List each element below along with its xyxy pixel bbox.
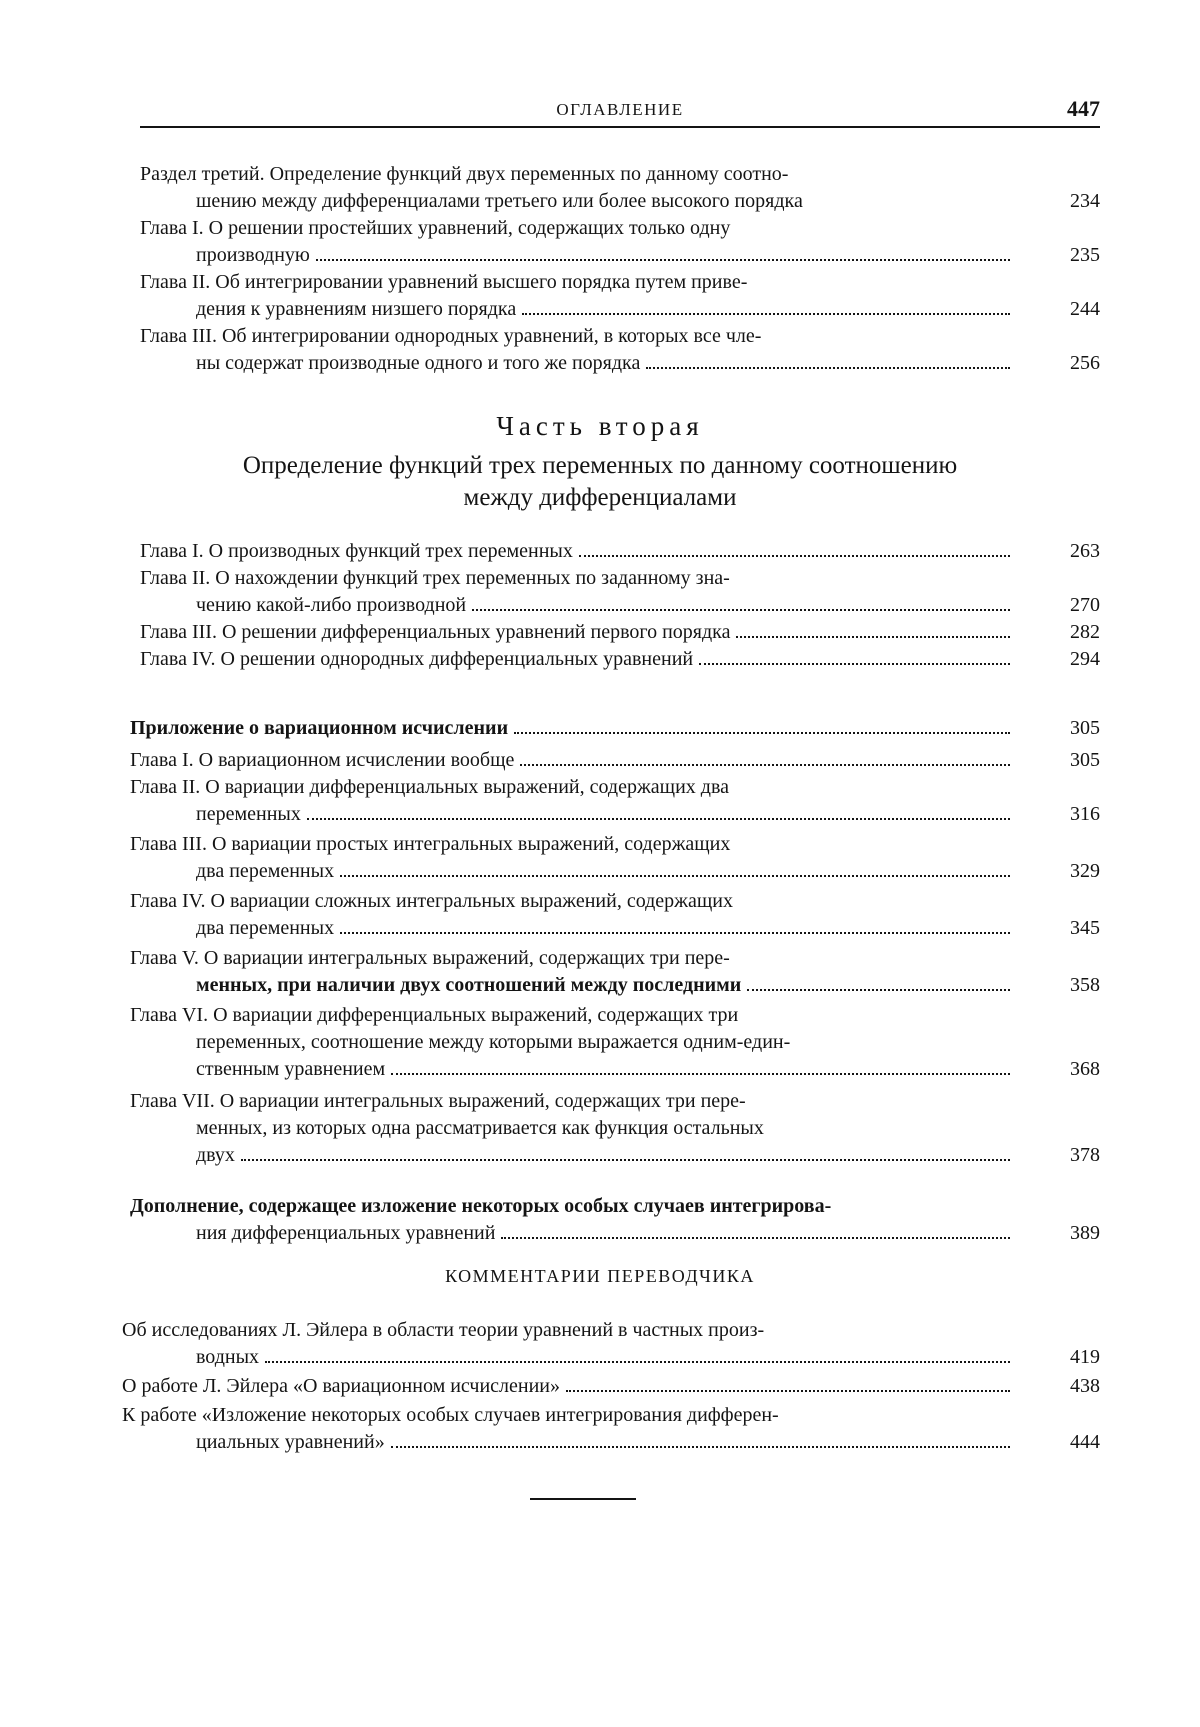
toc-entry-leader: [130, 746, 1016, 774]
toc-entry-line: [130, 1001, 1090, 1029]
toc-entry-leader: [122, 1372, 1016, 1400]
section-heading-line: [196, 187, 1016, 215]
toc-entry-text: Об исследованиях Л. Эйлера в области теории уравнений в частных произ-: [122, 1319, 764, 1341]
toc-entry-leader: [140, 645, 1016, 673]
dot-leader: [265, 1361, 1010, 1363]
toc-page-number: 263: [1040, 537, 1100, 565]
toc-entry-text: Глава II. О вариации дифференциальных выражений, содержащих два: [130, 776, 729, 798]
toc-entry-leader: [196, 971, 1016, 999]
toc-entry-text: Глава I. О решении простейших уравнений, содержащих только одну: [140, 217, 730, 239]
toc-entry-text: переменных, соотношение между которыми выражается одним-един-: [196, 1031, 790, 1053]
toc-entry-text: два переменных: [196, 857, 334, 885]
toc-entry-leader: [196, 295, 1016, 323]
dot-leader: [340, 875, 1010, 877]
toc-page-number: 358: [1040, 971, 1100, 999]
toc-entry-leader: [196, 800, 1016, 828]
dot-leader: [579, 555, 1010, 557]
supplement-text: ния дифференциальных уравнений: [196, 1219, 495, 1247]
toc-entry-line: [130, 887, 1090, 915]
toc-entry-text: менных, из которых одна рассматривается как функция остальных: [196, 1117, 764, 1139]
toc-entry-line: [130, 1087, 1090, 1115]
toc-entry-leader: [196, 857, 1016, 885]
toc-entry-line: [196, 1114, 1090, 1142]
toc-entry-text: Глава IV. О вариации сложных интегральных выражений, содержащих: [130, 890, 733, 912]
dot-leader: [316, 259, 1010, 261]
toc-entry-text: циальных уравнений»: [196, 1428, 385, 1456]
book-page: [0, 0, 1200, 1727]
toc-entry-text: Глава VII. О вариации интегральных выражений, содержащих три пере-: [130, 1090, 746, 1112]
toc-page-number: 305: [1040, 714, 1100, 742]
toc-entry-leader: [196, 241, 1016, 269]
toc-entry-leader: [196, 349, 1016, 377]
dot-leader: [472, 609, 1010, 611]
section-heading-text: Раздел третий. Определение функций двух переменных по данному соотно-: [140, 163, 788, 185]
toc-page-number: 444: [1040, 1428, 1100, 1456]
toc-entry-text: ны содержат производные одного и того же порядка: [196, 349, 640, 377]
dot-leader: [307, 818, 1010, 820]
toc-entry-leader: [196, 914, 1016, 942]
section-heading-line: [140, 160, 1090, 188]
toc-entry-text: Глава V. О вариации интегральных выражений, содержащих три пере-: [130, 947, 730, 969]
toc-page-number: 419: [1040, 1343, 1100, 1371]
toc-entry-line: [140, 214, 1090, 242]
toc-entry-leader: [196, 1141, 1016, 1169]
toc-entry-text: Глава III. О вариации простых интегральных выражений, содержащих: [130, 833, 730, 855]
dot-leader: [340, 932, 1010, 934]
dot-leader: [501, 1237, 1010, 1239]
supplement-text: Дополнение, содержащее изложение некоторых особых случаев интегрирова-: [130, 1195, 831, 1217]
toc-page-number: 244: [1040, 295, 1100, 323]
toc-entry-text: Глава II. О нахождении функций трех переменных по заданному зна-: [140, 567, 730, 589]
toc-page-number: 316: [1040, 800, 1100, 828]
end-rule: [530, 1498, 636, 1500]
toc-entry-text: водных: [196, 1343, 259, 1371]
toc-entry-text: двух: [196, 1141, 235, 1169]
appendix-heading-text: Приложение о вариационном исчислении: [130, 714, 508, 742]
dot-leader: [391, 1073, 1010, 1075]
toc-entry-line: [130, 773, 1090, 801]
toc-entry-line: [140, 564, 1090, 592]
toc-page-number: 345: [1040, 914, 1100, 942]
toc-entry-text: Глава VI. О вариации дифференциальных выражений, содержащих три: [130, 1004, 738, 1026]
toc-entry-text: Глава IV. О решении однородных дифференциальных уравнений: [140, 645, 693, 673]
toc-page-number: 305: [1040, 746, 1100, 774]
toc-entry-leader: [140, 537, 1016, 565]
toc-page-number: 368: [1040, 1055, 1100, 1083]
dot-leader: [747, 989, 1010, 991]
toc-entry-text: Глава I. О производных функций трех переменных: [140, 537, 573, 565]
dot-leader: [241, 1159, 1010, 1161]
toc-page-number: 235: [1040, 241, 1100, 269]
supplement-line: [130, 1192, 1090, 1220]
dot-leader: [566, 1390, 1010, 1392]
toc-entry-line: [122, 1401, 1082, 1429]
part-subtitle: между дифференциалами: [0, 484, 1200, 512]
toc-entry-leader: [196, 1343, 1016, 1371]
dot-leader: [520, 764, 1010, 766]
toc-entry-text: чению какой-либо производной: [196, 591, 466, 619]
toc-entry-text: переменных: [196, 800, 301, 828]
toc-page-number: 389: [1040, 1219, 1100, 1247]
toc-entry-text: производную: [196, 241, 310, 269]
toc-entry-line: [130, 944, 1090, 972]
toc-entry-line: [196, 1028, 1090, 1056]
toc-entry-leader: [140, 618, 1016, 646]
toc-entry-leader: [196, 1219, 1016, 1247]
part-subtitle: Определение функций трех переменных по данному соотношению: [0, 452, 1200, 480]
commentary-heading: КОММЕНТАРИИ ПЕРЕВОДЧИКА: [0, 1266, 1200, 1287]
toc-entry-text: О работе Л. Эйлера «О вариационном исчислении»: [122, 1372, 560, 1400]
toc-entry-text: дения к уравнениям низшего порядка: [196, 295, 516, 323]
toc-page-number: 294: [1040, 645, 1100, 673]
toc-entry-leader: [196, 1428, 1016, 1456]
toc-page-number: 329: [1040, 857, 1100, 885]
toc-entry-text: Глава III. О решении дифференциальных уравнений первого порядка: [140, 618, 730, 646]
toc-page-number: 282: [1040, 618, 1100, 646]
toc-page-number: 438: [1040, 1372, 1100, 1400]
part-title: Часть вторая: [0, 411, 1200, 442]
dot-leader: [736, 636, 1010, 638]
dot-leader: [514, 732, 1010, 734]
dot-leader: [646, 367, 1010, 369]
page-number: 447: [1067, 96, 1100, 122]
running-head: [140, 98, 1100, 128]
toc-entry-line: [130, 830, 1090, 858]
toc-entry-text: Глава II. Об интегрировании уравнений высшего порядка путем приве-: [140, 271, 747, 293]
dot-leader: [699, 663, 1010, 665]
toc-entry-text: Глава III. Об интегрировании однородных уравнений, в которых все чле-: [140, 325, 761, 347]
toc-entry-leader: [196, 591, 1016, 619]
running-head-title: ОГЛАВЛЕНИЕ: [140, 100, 1100, 120]
toc-entry-leader: [196, 1055, 1016, 1083]
toc-page-number: 378: [1040, 1141, 1100, 1169]
dot-leader: [522, 313, 1010, 315]
toc-entry-text: менных, при наличии двух соотношений между последними: [196, 971, 741, 999]
toc-page-number: 234: [1040, 187, 1100, 215]
section-heading-text: шению между дифференциалами третьего или более высокого порядка: [196, 190, 803, 212]
toc-entry-line: [140, 268, 1090, 296]
toc-entry-text: ственным уравнением: [196, 1055, 385, 1083]
toc-entry-line: [140, 322, 1090, 350]
toc-entry-text: К работе «Изложение некоторых особых случаев интегрирования дифферен-: [122, 1404, 779, 1426]
toc-entry-text: два переменных: [196, 914, 334, 942]
dot-leader: [391, 1446, 1010, 1448]
appendix-heading: [130, 714, 1016, 742]
toc-page-number: 256: [1040, 349, 1100, 377]
toc-entry-line: [122, 1316, 1082, 1344]
toc-page-number: 270: [1040, 591, 1100, 619]
toc-entry-text: Глава I. О вариационном исчислении вообще: [130, 746, 514, 774]
